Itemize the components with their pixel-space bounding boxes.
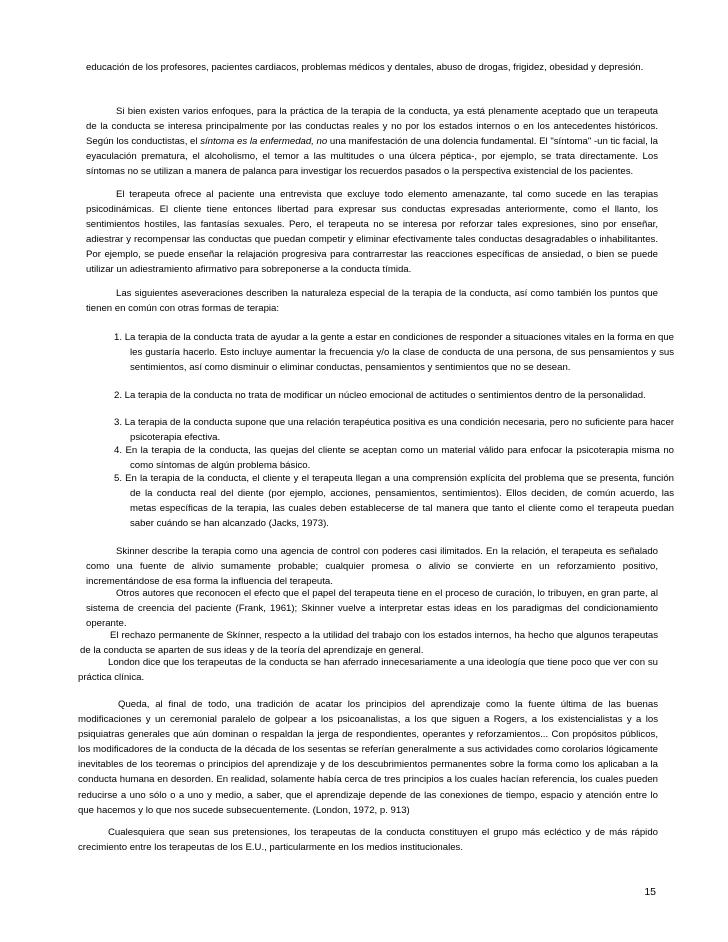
paragraph-5: Skinner describe la terapia como una agencia de control con poderes casi ilimitados. En la relación, el terapeuta es señalado como una fuente de alivio sumamente probable; cualquier promesa o alivio se convierte en un reforzamiento positivo, incrementándose de esa forma la influencia del terapeuta.	[86, 546, 658, 588]
paragraph-2-text-a: Si bien existen varios enfoques, para la práctica de la terapia de la conducta, ya está plenamente aceptado que un terapeuta de la conducta se interesa principalmente por las conductas reales y no por los estados internos o en los antecedentes históricos. Según los conductistas, el	[86, 106, 658, 148]
block-quote: Queda, al final de todo, una tradición de acatar los principios del aprendizaje como la fuente última de las buenas modificaciones y un ceremonial paralelo de golpear a los psicoanalistas, a los que siguen a Rogers, a los existencialistas y a los psiquiatras generales que aún dominan o respaldan la jerga de respondientes, operantes y reforzamientos... Con propósitos públicos, los modificadores de la conducta de la década de los sesentas se referían generalmente a sus actividades como corolarios lógicamente inevitables de los teoremas o principios del aprendizaje y de los descubrimientos permanentes sobre la forma como los aplicaban a la conducta humana en desorden. En realidad, solamente había cerca de tres principios a los cuales hacían referencia, los cuales pueden reducirse a uno sólo o a uno y medio, a saber, que el aprendizaje depende de las conexiones de tiempo, espacio y atención entre lo que hacemos y lo que nos sucede subsecuentemente. (London, 1972, p. 913)	[78, 699, 658, 816]
page-number: 15	[644, 886, 656, 898]
paragraph-7: El rechazo permanente de Skínner, respecto a la utilidad del trabajo con los estados internos, ha hecho que algunos terapeutas de la conducta se aparten de sus ideas y de la teoría del aprendizaje en general.	[80, 630, 658, 657]
list-item-4: 4. En la terapia de la conducta, las quejas del cliente se aceptan como un material válido para enfocar la psicoterapia misma no como síntomas de algún problema básico.	[114, 445, 674, 472]
paragraph-4: Las siguientes aseveraciones describen la naturaleza especial de la terapia de la conducta, así como también los puntos que tienen en común con otras formas de terapia:	[86, 288, 658, 315]
paragraph-10: Cualesquiera que sean sus pretensiones, los terapeutas de la conducta constituyen el grupo más ecléctico y de más rápido crecimiento entre los terapeutas de los E.U., particularmente en los medios institucionales.	[78, 827, 658, 854]
list-item-2: 2. La terapia de la conducta no trata de modificar un núcleo emocional de actitudes o sentimientos dentro de la personalidad.	[114, 390, 646, 401]
paragraph-3: El terapeuta ofrece al paciente una entrevista que excluye todo elemento amenazante, tal como sucede en las terapias psicodinámicas. El cliente tiene entonces libertad para expresar sus conductas expresadas anteriormente, como el llanto, los sentimientos hostiles, las fantasías sexuales. Pero, el terapeuta no se interesa por reforzar tales expresiones, sino por enseñar, adiestrar y recompensar las conductas que puedan competir y eliminar efectivamente tales conductas desagradables o inhabilitantes. Por ejemplo, se puede enseñar la relajación progresiva para contrarrestar las reacciones específicas de ansiedad, o bien se puede utilizar un adiestramiento afirmativo para sobreponerse a la conducta tímida.	[86, 189, 658, 276]
list-item-5: 5. En la terapia de la conducta, el cliente y el terapeuta llegan a una comprensión explícita del problema que se presenta, función de la conducta real del diente (por ejemplo, acciones, pensamientos, sentimientos). Ellos deciden, de común acuerdo, las metas específicas de la terapia, las cuales deben establecerse de tal manera que tanto el cliente como el terapeuta puedan saber cuándo se han alcanzado (Jacks, 1973).	[114, 473, 674, 530]
list-item-3: 3. La terapia de la conducta supone que una relación terapéutica positiva es una condición necesaria, pero no suficiente para hacer psicoterapia efectiva.	[114, 417, 675, 444]
paragraph-2-emphasis: síntoma es la enfermedad, no	[200, 136, 328, 148]
paragraph-2	[86, 104, 658, 179]
list-item-1: 1. La terapia de la conducta trata de ayudar a la gente a estar en condiciones de responder a situaciones vitales en la forma en que les gustaría hacerlo. Esto incluye aumentar la frecuencia y/o la clase de conducta de una persona, de sus pensamientos y sus sentimientos, así como disminuir o eliminar conductas, pensamientos y sentimientos que no se desean.	[114, 332, 674, 374]
paragraph-6: Otros autores que reconocen el efecto que el papel del terapeuta tiene en el proceso de curación, lo tribuyen, en gran parte, al sistema de creencia del paciente (Frank, 1961); Skinner vuelve a interpretar estas ideas en los paradigmas del condicionamiento operante.	[86, 588, 658, 630]
paragraph-1: educación de los profesores, pacientes cardiacos, problemas médicos y dentales, abuso de drogas, frigidez, obesidad y depresión.	[86, 62, 644, 73]
paragraph-8: London dice que los terapeutas de la conducta se han aferrado innecesariamente a una ideología que tiene poco que ver con su práctica clínica.	[78, 657, 658, 684]
paragraph-2-text-b: una manifestación de una dolencia fundamental. El "síntoma" -un tic facial, la eyaculación prematura, el alcoholismo, el temor a las multitudes o una úlcera péptica-, por ejemplo, se trata directamente. Los síntomas no se utilizan a manera de palanca para investigar los recuerdos pasados o la perspectiva existencial de los pacientes.	[86, 136, 658, 178]
